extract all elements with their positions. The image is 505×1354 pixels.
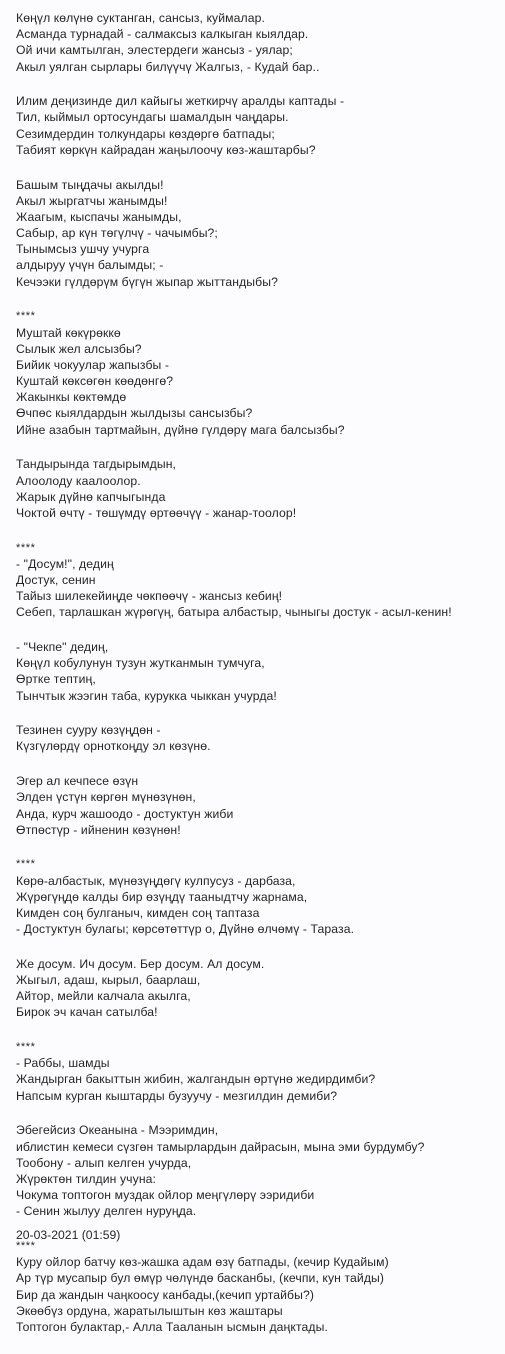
poem-line: Өчпөс кыялдардын жылдызы сансызбы? — [16, 406, 253, 421]
poem-line: Бир да жандын чаңкоосу канбады,(кечип уртайбы?) — [16, 1287, 315, 1302]
poem-body — [16, 10, 501, 1354]
poem-line: Тынымсыз ушчу учурга — [16, 242, 150, 257]
poem-line: - Достуктун булагы; көрсөтөттүр о, Дүйнө өлчөмү - Тараза. — [16, 922, 355, 937]
poem-stanza — [16, 177, 501, 290]
poem-stanza — [16, 773, 501, 838]
poem-stanza — [16, 956, 501, 1021]
poem-line: Бирок эч качан сатылба! — [16, 1005, 158, 1020]
poem-line: Күзгүлөрдү орноткоңду эл көзүнө. — [16, 739, 211, 754]
poem-line: Эбегейсиз Океанына - Мээримдин, — [16, 1123, 219, 1138]
poem-line: Тезинен сууру көзүңдөн - — [16, 723, 161, 738]
poem-line: - Раббы, шамды — [16, 1056, 110, 1071]
poem-stanza — [16, 93, 501, 158]
poem-line: алдыруу үчүн балымды; - — [16, 258, 164, 273]
poem-line: Сезимдердин толкундары көздөргө батпады; — [16, 126, 275, 141]
poem-line: Же досум. Ич досум. Бер досум. Ал досум. — [16, 956, 265, 971]
poem-line: Кимден соң булганыч, кимден соң таптаза — [16, 905, 260, 920]
poem-line: Себеп, тарлашкан жүрөгүң, батыра албастыр, чыныгы достук - асыл-кенин! — [16, 605, 452, 620]
poem-stanza — [16, 308, 501, 438]
poem-line: Жарык дүйнө капчыгында — [16, 489, 166, 504]
poem-line: Куштай көксөгөн көөдөнгө? — [16, 374, 174, 389]
poem-line: Бийик чокуулар жапызбы - — [16, 357, 170, 372]
poem-line: Напсым курган кыштарды бузуучу - мезгилдин демиби? — [16, 1088, 338, 1103]
poem-line: Эгер ал кечпесе өзүн — [16, 774, 139, 789]
poem-line: Муштай көкүрөккө — [16, 325, 121, 340]
poem-line: Кечээки гүлдөрүм бүгүн жыпар жыттандыбы? — [16, 274, 278, 289]
poem-stanza — [16, 456, 501, 521]
poem-stanza — [16, 1238, 501, 1335]
poem-line: Айтор, мейли калчала акылга, — [16, 989, 191, 1004]
poem-stanza — [16, 540, 501, 621]
poem-line: Ийне азабын тартмайын, дүйнө гүлдөрү мага балсызбы? — [16, 422, 345, 437]
poem-line: Сылык жел алсызбы? — [16, 341, 142, 356]
poem-line: Өтпөстүр - ийненин көзүнөн! — [16, 822, 181, 837]
poem-line: Жүрөктөн тилдин учуна: — [16, 1171, 157, 1186]
poem-line: Жаагым, кыспачы жанымды, — [16, 209, 182, 224]
poem-line: Чокума топтогон муздак ойлор меңгүлөрү ээридиби — [16, 1188, 315, 1203]
poem-stanza — [16, 10, 501, 75]
poem-line: Анда, курч жашоодо - достуктун жиби — [16, 806, 234, 821]
section-separator: **** — [16, 541, 36, 554]
poem-line: Жакынкы көктөмдө — [16, 390, 127, 405]
poem-line: Асманда турнадай - салмаксыз калкыган кыялдар. — [16, 27, 309, 42]
section-separator: **** — [16, 310, 36, 323]
poem-stanza — [16, 722, 501, 754]
poem-line: Экөөбүз ордуна, жаратылыштын көз жаштары — [16, 1303, 283, 1318]
poem-stanza — [16, 1039, 501, 1104]
poem-line: Акыл уялган сырлары билүүчү Жалгыз, - Кудай бар.. — [16, 59, 320, 74]
poem-line: Тил, кыймыл ортосундагы шамалдын чаңдары. — [16, 110, 289, 125]
poem-line: Куру ойлор батчу көз-жашка адам өзү батпады, (кечир Кудайым) — [16, 1255, 389, 1270]
poem-stanza — [16, 639, 501, 704]
poem-line: Көңүл көлүнө суктанган, сансыз, куймалар. — [16, 11, 265, 25]
poem-line: Тайыз шилекейиңде чөкпөөчү - жансыз кебиң! — [16, 589, 283, 604]
poem-line: Достук, сенин — [16, 572, 96, 587]
poem-stanza — [16, 856, 501, 937]
poem-line: - Сенин жылуу делген нуруңда. — [16, 1204, 197, 1219]
poem-line: Ой ичи камтылган, элестердеги жансыз - уялар; — [16, 43, 293, 58]
poem-line: Башым тыңдачы акылды! — [16, 177, 164, 192]
poem-line: Көрө-албастык, мүнөзүңдөгү кулпусуз - дарбаза, — [16, 873, 296, 888]
poem-line: Ар түр мусапыр бул өмүр чөлүндө басканбы, (кечпи, кун тайды) — [16, 1271, 385, 1286]
poem-line: Элден үстүн көргөн мүнөзүнөн, — [16, 790, 196, 805]
poem-line: Акыл жыргатчы жанымды! — [16, 193, 168, 208]
section-separator: **** — [16, 858, 36, 871]
section-separator: **** — [16, 1239, 36, 1252]
poem-line: Жандырган бакыттын жибин, жалгандын өртүнө жедирдимби? — [16, 1072, 376, 1087]
poem-line: Жүрөгүңдө калды бир өзүңдү тааныдтчу жарнама, — [16, 889, 308, 904]
poem-line: Тообону - алып келген учурда, — [16, 1155, 192, 1170]
poem-line: Тандырында тагдырымдын, — [16, 457, 177, 472]
post-date: 20-03-2021 (01:59) — [16, 1228, 121, 1242]
section-separator: **** — [16, 1041, 36, 1054]
poem-line: Чоктой өчтү - төшүмдү өртөөчүү - жанар-тоолор! — [16, 505, 297, 520]
poem-line: Көңүл кобулунун тузун жутканмын тумчуга, — [16, 656, 265, 671]
poem-line: Илим деңизинде дил кайыгы жеткирчү аралды каптады - — [16, 94, 345, 109]
poem-line: Жыгыл, адаш, кырыл, баарлаш, — [16, 973, 201, 987]
poem-line: Сабыр, ар күн төгүлчү - чачымбы?; — [16, 226, 218, 241]
poem-line: Алоолоду каалоолор. — [16, 473, 141, 488]
poem-line: - "Досум!", дедиң — [16, 556, 114, 571]
poem-line: - "Чекпе" дедиң, — [16, 640, 109, 654]
poem-line: Тынчтык жээгин таба, курукка чыккан учурда! — [16, 688, 277, 703]
poem-stanza — [16, 1122, 501, 1219]
poem-line: Табият көркүн кайрадан жаңылоочу көз-жаштарбы? — [16, 142, 316, 157]
poem-line: иблистин кемеси сүзгөн тамырлардын дайрасын, мына эми бурдумбу? — [16, 1139, 425, 1154]
poem-line: Өртке тептиң, — [16, 672, 96, 687]
poem-line: Топтогон булактар,- Алла Тааланын ысмын даңктады. — [16, 1319, 328, 1334]
